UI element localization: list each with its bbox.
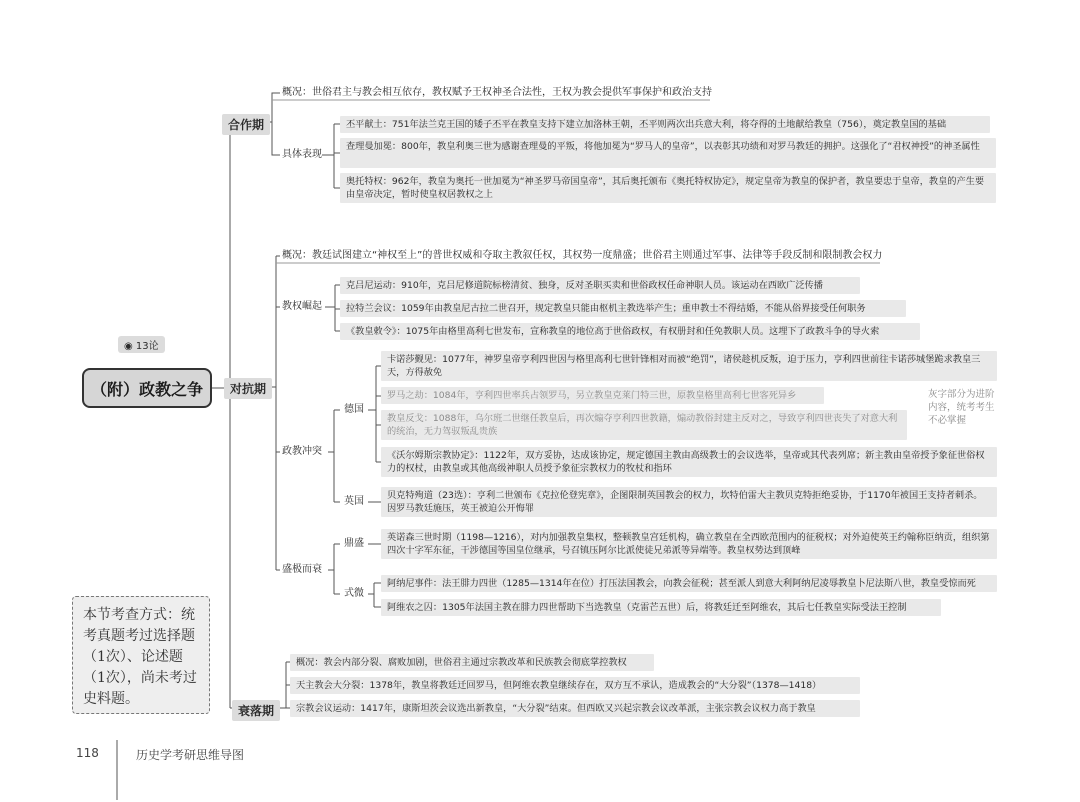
branch-cooperation: 合作期	[222, 114, 270, 135]
peak-label: 鼎盛	[344, 538, 364, 549]
decline-sub-label: 式微	[344, 588, 364, 599]
decline-item: 宗教会议运动：1417年，康斯坦茨会议选出新教皇，“大分裂”结束。但西欧又兴起宗教会议改革派，主张宗教会议权力高于教皇	[290, 700, 860, 717]
confrontation-overview: 概况：教廷试图建立“神权至上”的普世权威和夺取主教叙任权，其权势一度鼎盛；世俗君主则通过军事、法律等手段反制和限制教会权力	[282, 250, 883, 261]
rise-item: 《教皇敕令》：1075年由格里高利七世发布，宣称教皇的地位高于世俗政权，有权册封和任免教职人员。这埋下了政教斗争的导火索	[340, 323, 920, 340]
cooperation-overview: 概况：世俗君主与教会相互依存，教权赋予王权神圣合法性，王权为教会提供军事保护和政治支持	[282, 87, 712, 98]
germany-item-advanced: 教皇反戈：1088年，乌尔班二世继任教皇后，再次煽夺亨利四世教籍，煽动教俗封建主反对之，导致亨利四世丧失了对意大利的统治，无力驾驭叛乱贵族	[381, 410, 907, 440]
england-label: 英国	[344, 496, 364, 507]
peak-item: 英诺森三世时期（1198—1216），对内加强教皇集权，整顿教皇宫廷机构，确立教皇在全西欧范围内的征税权；对外迫使英王约翰称臣纳贡，组织第四次十字军东征，干涉德国等国皇位继承，号召镇压阿尔比派使徒兄弟派等异端等。教皇权势达到顶峰	[381, 529, 997, 559]
cooperation-concrete-label: 具体表现	[282, 149, 322, 160]
germany-item-advanced: 罗马之劫：1084年，亨利四世率兵占领罗马，另立教皇克莱门特三世，原教皇格里高利七世客死异乡	[381, 387, 824, 404]
rise-item: 克吕尼运动：910年，克吕尼修道院标榜清贫、独身，反对圣职买卖和世俗政权任命神职人员。该运动在西欧广泛传播	[340, 277, 860, 294]
branch-confrontation: 对抗期	[224, 378, 272, 399]
conflict-label: 政教冲突	[282, 446, 322, 457]
decline-item: 天主教会大分裂：1378年，教皇将教廷迁回罗马，但阿维农教皇继续存在，双方互不承认，造成教会的“大分裂”（1378—1418）	[290, 677, 860, 694]
root-topic: （附）政教之争	[82, 368, 212, 408]
cooperation-item: 查理曼加冕：800年，教皇利奥三世为感谢查理曼的平叛，将他加冕为“罗马人的皇帝”，以表彰其功绩和对罗马教廷的拥护。这强化了“君权神授”的神圣属性	[340, 138, 996, 168]
advanced-content-note: 灰字部分为进阶内容，统考考生不必掌握	[928, 389, 995, 426]
england-item: 贝克特殉道（23选）：亨利二世颁布《克拉伦登宪章》，企图限制英国教会的权力，坎特伯雷大主教贝克特拒绝妥协，于1170年被国王支持者刺杀。因罗马教廷施压，英王被迫公开悔罪	[381, 487, 997, 517]
germany-label: 德国	[344, 404, 364, 415]
rise-label: 教权崛起	[282, 301, 322, 312]
germany-item: 《沃尔姆斯宗教协定》：1122年，双方妥协，达成该协定，规定德国主教由高级教士的会议选举，皇帝或其代表列席；新主教由皇帝授予象征世俗权力的权杖，由教皇或其他高级神职人员授予象征宗教权力的牧杖和指环	[381, 447, 997, 477]
prosper-label: 盛极而衰	[282, 564, 322, 575]
decline-sub-item: 阿纳尼事件：法王腓力四世（1285—1314年在位）打压法国教会，向教会征税；甚至派人到意大利阿纳尼凌辱教皇卜尼法斯八世，教皇受惊而死	[381, 575, 997, 592]
page-number: 118	[76, 746, 99, 760]
cooperation-item: 丕平献土：751年法兰克王国的矮子丕平在教皇支持下建立加洛林王朝，丕平则两次出兵意大利，将夺得的土地献给教皇（756），奠定教皇国的基础	[340, 116, 990, 133]
decline-item: 概况：教会内部分裂、腐败加剧，世俗君主通过宗教改革和民族教会彻底掌控教权	[290, 654, 654, 671]
target-icon: ◉	[124, 341, 133, 352]
branch-decline: 衰落期	[232, 700, 280, 721]
cooperation-item: 奥托特权：962年，教皇为奥托一世加冕为“神圣罗马帝国皇帝”，其后奥托颁布《奥托特权协定》，规定皇帝为教皇的保护者，教皇要忠于皇帝，教皇的产生要由皇帝决定，暂时使皇权居教权之上	[340, 173, 996, 203]
exam-method-note: 本节考查方式：统考真题考过选择题（1次）、论述题（1次），尚未考过史料题。	[72, 596, 210, 714]
decline-sub-item: 阿维农之囚：1305年法国主教在腓力四世帮助下当选教皇（克雷芒五世）后，将教廷迁至阿维农，其后七任教皇实际受法王控制	[381, 599, 941, 616]
germany-item: 卡诺莎觐见：1077年，神罗皇帝亨利四世因与格里高利七世针锋相对而被“绝罚”，诸侯趁机反叛，迫于压力，亨利四世前往卡诺莎城堡跪求教皇三天，方得赦免	[381, 351, 997, 381]
rise-item: 拉特兰会议：1059年由教皇尼古拉二世召开，规定教皇只能由枢机主教选举产生；重申教士不得结婚，不能从俗界接受任何职务	[340, 300, 906, 317]
badge-13-lun: ◉ 13论	[118, 336, 165, 353]
book-title: 历史学考研思维导图	[136, 748, 245, 762]
